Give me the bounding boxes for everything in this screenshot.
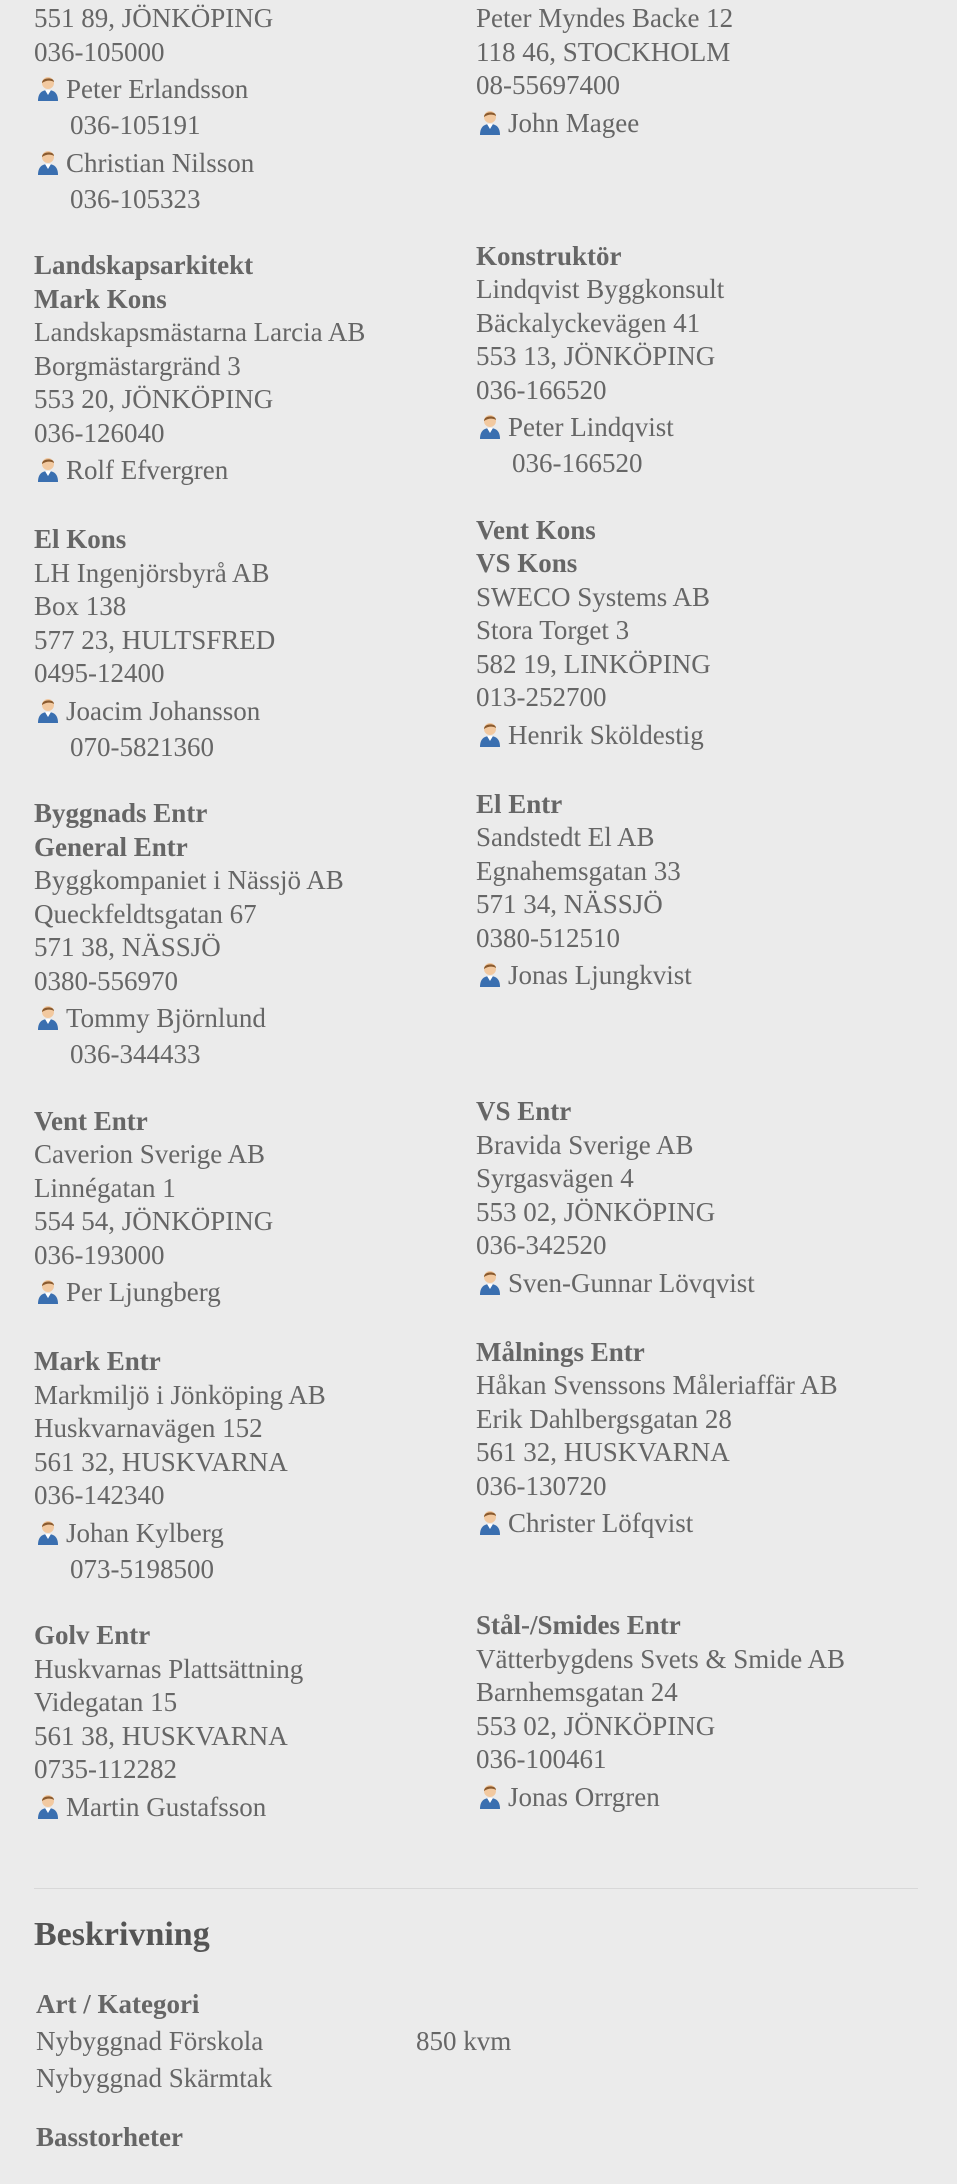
contact-person[interactable] xyxy=(34,998,464,1038)
person-icon xyxy=(476,103,506,143)
person-icon xyxy=(34,1513,64,1553)
address-line: 553 13, JÖNKÖPING xyxy=(476,341,716,371)
category-label: Art / Kategori xyxy=(36,1989,200,2019)
contact-name: Jonas Ljungkvist xyxy=(508,960,692,990)
role-label: El Entr xyxy=(476,788,563,819)
address-line: Linnégatan 1 xyxy=(34,1172,176,1203)
person-icon xyxy=(476,1503,506,1543)
person-icon xyxy=(34,1787,64,1827)
role-label: General Entr xyxy=(34,831,188,862)
category-name: Nybyggnad Förskola xyxy=(36,2026,264,2056)
contact-person[interactable] xyxy=(34,1272,464,1312)
contact-name: Jonas Orrgren xyxy=(508,1781,660,1812)
company-block xyxy=(476,1336,906,1544)
person-icon xyxy=(34,1272,64,1312)
address-line: Box 138 xyxy=(34,591,127,621)
phone-line: 036-166520 xyxy=(476,374,607,405)
company-name: Lindqvist Byggkonsult xyxy=(476,274,725,304)
contact-person[interactable] xyxy=(476,407,906,447)
category-quantity: 850 kvm xyxy=(416,2026,512,2056)
address-line: 571 34, NÄSSJÖ xyxy=(476,889,663,919)
address-line: 561 32, HUSKVARNA xyxy=(34,1446,288,1477)
company-name: Bravida Sverige AB xyxy=(476,1129,694,1160)
phone-line: 036-105000 xyxy=(34,36,165,67)
company-name: Sandstedt El AB xyxy=(476,822,655,852)
contact-name: John Magee xyxy=(508,107,640,138)
contact-name: Peter Lindqvist xyxy=(508,412,674,442)
contact-name: Rolf Efvergren xyxy=(66,455,229,485)
description-heading: Beskrivning xyxy=(34,1916,210,1953)
role-label: Vent Entr xyxy=(34,1105,148,1136)
address-line: Huskvarnavägen 152 xyxy=(34,1413,263,1443)
contact-person[interactable] xyxy=(34,450,464,490)
company-block xyxy=(476,240,906,481)
contact-name: Per Ljungberg xyxy=(66,1277,221,1307)
address-line: 561 32, HUSKVARNA xyxy=(476,1437,730,1467)
contact-person[interactable] xyxy=(476,1777,906,1817)
address-line: 561 38, HUSKVARNA xyxy=(34,1720,288,1751)
company-name: Vätterbygdens Svets & Smide AB xyxy=(476,1643,845,1674)
company-block xyxy=(476,1609,906,1817)
phone-line: 08-55697400 xyxy=(476,70,620,100)
contact-phone: 036-105191 xyxy=(70,110,201,140)
contact-phone: 036-166520 xyxy=(512,448,643,478)
phone-line: 0380-556970 xyxy=(34,965,178,996)
company-block xyxy=(476,514,906,755)
contact-name: Tommy Björnlund xyxy=(66,1003,266,1033)
company-block xyxy=(34,1345,464,1586)
company-name: SWECO Systems AB xyxy=(476,581,711,612)
address-line: Stora Torget 3 xyxy=(476,615,630,645)
company-name: Markmiljö i Jönköping AB xyxy=(34,1379,326,1410)
category-row xyxy=(36,2023,512,2060)
category-name: Nybyggnad Skärmtak xyxy=(36,2063,273,2093)
contact-person[interactable] xyxy=(476,1263,906,1303)
role-label: VS Kons xyxy=(476,548,578,578)
role-label: Landskapsarkitekt xyxy=(34,250,254,280)
contact-name: Joacim Johansson xyxy=(66,695,261,726)
address-line: 554 54, JÖNKÖPING xyxy=(34,1206,274,1236)
units-label: Basstorheter xyxy=(36,2122,183,2152)
contact-person[interactable] xyxy=(34,1513,464,1553)
person-icon xyxy=(34,69,64,109)
address-line: Bäckalyckevägen 41 xyxy=(476,307,701,338)
contact-name: Henrik Sköldestig xyxy=(508,719,704,750)
address-line: Erik Dahlbergsgatan 28 xyxy=(476,1403,732,1434)
phone-line: 036-126040 xyxy=(34,417,165,448)
person-icon xyxy=(34,450,64,490)
contact-person[interactable] xyxy=(34,1787,464,1827)
role-label: Mark Entr xyxy=(34,1346,161,1376)
address-line: Egnahemsgatan 33 xyxy=(476,855,681,886)
address-line: 553 02, JÖNKÖPING xyxy=(476,1196,716,1227)
role-label: Mark Kons xyxy=(34,283,167,314)
contact-phone: 073-5198500 xyxy=(70,1553,214,1584)
contact-name: Christer Löfqvist xyxy=(508,1508,694,1538)
company-block xyxy=(34,1619,464,1827)
contact-phone: 036-105323 xyxy=(70,183,201,214)
address-line: 582 19, LINKÖPING xyxy=(476,648,711,679)
company-name: Huskvarnas Plattsättning xyxy=(34,1653,304,1684)
address-line: Queckfeldtsgatan 67 xyxy=(34,898,257,929)
phone-line: 036-142340 xyxy=(34,1480,165,1510)
contact-phone: 036-344433 xyxy=(70,1039,201,1069)
contact-phone: 070-5821360 xyxy=(70,731,214,762)
company-block xyxy=(34,1105,464,1313)
contact-person[interactable] xyxy=(34,691,464,731)
contact-person[interactable] xyxy=(34,143,464,183)
role-label: El Kons xyxy=(34,524,127,554)
company-block xyxy=(34,797,464,1072)
phone-line: 036-193000 xyxy=(34,1239,165,1270)
contact-name: Martin Gustafsson xyxy=(66,1791,267,1822)
role-label: VS Entr xyxy=(476,1096,572,1126)
person-icon xyxy=(476,1263,506,1303)
company-name: Håkan Svenssons Måleriaffär AB xyxy=(476,1370,838,1400)
address-line: 553 20, JÖNKÖPING xyxy=(34,384,274,414)
company-block xyxy=(476,2,906,143)
left-column xyxy=(34,2,464,1827)
address-line: Peter Myndes Backe 12 xyxy=(476,3,734,33)
contact-person[interactable] xyxy=(476,715,906,755)
address-line: 577 23, HULTSFRED xyxy=(34,624,276,655)
contact-person[interactable] xyxy=(476,103,906,143)
person-icon xyxy=(476,715,506,755)
company-block xyxy=(34,523,464,764)
address-line: 571 38, NÄSSJÖ xyxy=(34,932,221,962)
phone-line: 0380-512510 xyxy=(476,922,620,953)
contact-name: Christian Nilsson xyxy=(66,147,255,178)
address-line: Barnhemsgatan 24 xyxy=(476,1677,678,1707)
address-line: Syrgasvägen 4 xyxy=(476,1163,634,1193)
address-line: Videgatan 15 xyxy=(34,1687,178,1717)
phone-line: 036-342520 xyxy=(476,1230,607,1260)
phone-line: 036-100461 xyxy=(476,1744,607,1774)
phone-line: 036-130720 xyxy=(476,1470,607,1501)
role-label: Byggnads Entr xyxy=(34,798,208,828)
phone-line: 013-252700 xyxy=(476,682,607,712)
phone-line: 0495-12400 xyxy=(34,658,165,688)
company-block xyxy=(34,249,464,490)
contact-person[interactable] xyxy=(476,1503,906,1543)
company-name: Byggkompaniet i Nässjö AB xyxy=(34,865,344,895)
person-icon xyxy=(476,1777,506,1817)
role-label: Målnings Entr xyxy=(476,1336,645,1367)
contact-person[interactable] xyxy=(476,955,906,995)
role-label: Vent Kons xyxy=(476,514,596,545)
role-label: Stål-/Smides Entr xyxy=(476,1610,681,1640)
person-icon xyxy=(34,998,64,1038)
company-block xyxy=(476,788,906,996)
address-line: 118 46, STOCKHOLM xyxy=(476,36,731,67)
person-icon xyxy=(34,691,64,731)
company-name: Landskapsmästarna Larcia AB xyxy=(34,317,366,347)
description-block xyxy=(36,1986,512,2156)
company-name: Caverion Sverige AB xyxy=(34,1139,265,1169)
role-label: Golv Entr xyxy=(34,1620,151,1650)
contact-name: Peter Erlandsson xyxy=(66,74,249,104)
right-column xyxy=(476,2,906,1817)
address-line: Borgmästargränd 3 xyxy=(34,350,241,381)
role-label: Konstruktör xyxy=(476,240,622,271)
contact-name: Sven-Gunnar Lövqvist xyxy=(508,1267,755,1298)
section-divider xyxy=(34,1888,918,1889)
contact-name: Johan Kylberg xyxy=(66,1517,224,1548)
company-name: LH Ingenjörsbyrå AB xyxy=(34,557,270,588)
person-icon xyxy=(34,143,64,183)
person-icon xyxy=(476,407,506,447)
address-line: 551 89, JÖNKÖPING xyxy=(34,3,274,33)
person-icon xyxy=(476,955,506,995)
address-line: 553 02, JÖNKÖPING xyxy=(476,1710,716,1741)
company-block xyxy=(34,2,464,216)
company-block xyxy=(476,1095,906,1303)
contact-person[interactable] xyxy=(34,69,464,109)
phone-line: 0735-112282 xyxy=(34,1754,177,1784)
category-row xyxy=(36,2060,272,2097)
